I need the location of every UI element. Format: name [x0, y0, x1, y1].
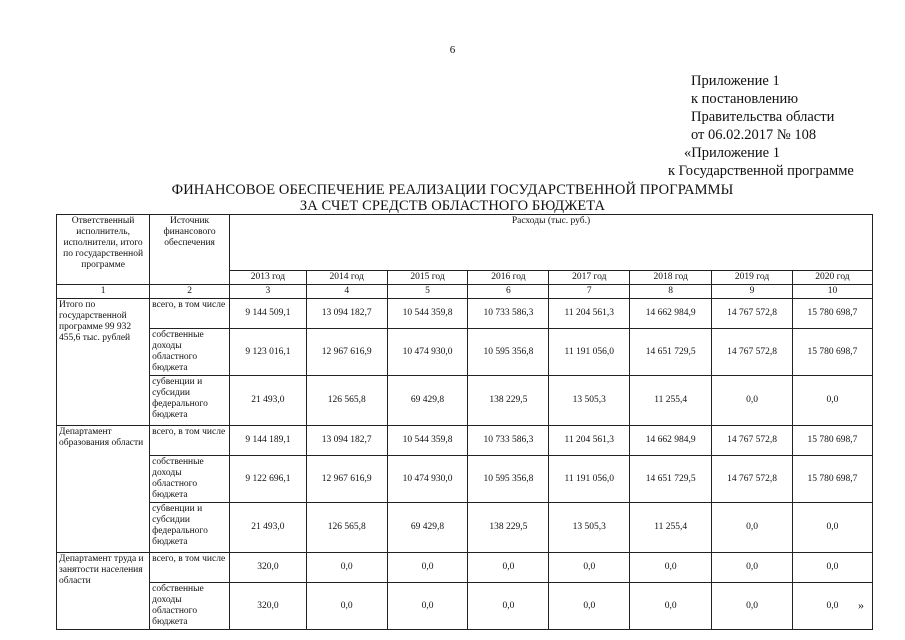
value-cell: 15 780 698,7	[792, 299, 872, 329]
appendix-line: Приложение 1	[691, 73, 780, 89]
value-cell: 10 474 930,0	[387, 329, 468, 376]
value-cell: 69 429,8	[387, 376, 468, 426]
value-cell: 320,0	[230, 553, 307, 583]
value-cell: 0,0	[712, 376, 793, 426]
value-cell: 11 191 056,0	[549, 456, 630, 503]
column-number: 8	[630, 285, 712, 299]
value-cell: 13 505,3	[549, 376, 630, 426]
value-cell: 10 595 356,8	[468, 329, 549, 376]
value-cell: 0,0	[549, 553, 630, 583]
value-cell: 0,0	[792, 583, 872, 630]
value-cell: 10 595 356,8	[468, 456, 549, 503]
year-header: 2017 год	[549, 271, 630, 285]
page-title	[0, 182, 905, 214]
value-cell: 13 094 182,7	[306, 299, 387, 329]
year-header: 2015 год	[387, 271, 468, 285]
value-cell: 14 662 984,9	[630, 426, 712, 456]
column-number: 3	[230, 285, 307, 299]
executor-cell: Итого по государственной программе 99 932 455,6 тыс. рублей	[57, 299, 150, 426]
value-cell: 0,0	[712, 503, 793, 553]
column-number: 9	[712, 285, 793, 299]
source-cell: всего, в том числе	[150, 426, 230, 456]
value-cell: 0,0	[549, 583, 630, 630]
value-cell: 14 767 572,8	[712, 426, 793, 456]
appendix-line: от 06.02.2017 № 108	[691, 127, 817, 143]
appendix-line: «Приложение 1	[684, 145, 780, 161]
source-cell: собственные доходы областного бюджета	[150, 583, 230, 630]
value-cell: 10 544 359,8	[387, 426, 468, 456]
value-cell: 0,0	[712, 553, 793, 583]
appendix-line: к Государственной программе	[668, 163, 854, 179]
table-row	[57, 329, 873, 376]
appendix-line: Правительства области	[691, 109, 835, 125]
value-cell: 10 544 359,8	[387, 299, 468, 329]
value-cell: 11 255,4	[630, 503, 712, 553]
table-row	[57, 503, 873, 553]
year-header: 2019 год	[712, 271, 793, 285]
value-cell: 126 565,8	[306, 376, 387, 426]
value-cell: 0,0	[792, 503, 872, 553]
source-cell: субвенции и субсидии федерального бюджета	[150, 376, 230, 426]
source-cell: всего, в том числе	[150, 553, 230, 583]
source-cell: всего, в том числе	[150, 299, 230, 329]
header-executor: Ответственный исполнитель, исполнители, итого по государственной программе	[57, 215, 150, 285]
value-cell: 13 505,3	[549, 503, 630, 553]
value-cell: 0,0	[306, 553, 387, 583]
table-row	[57, 376, 873, 426]
value-cell: 11 204 561,3	[549, 426, 630, 456]
column-number: 6	[468, 285, 549, 299]
value-cell: 13 094 182,7	[306, 426, 387, 456]
value-cell: 10 474 930,0	[387, 456, 468, 503]
value-cell: 320,0	[230, 583, 307, 630]
value-cell: 126 565,8	[306, 503, 387, 553]
year-header: 2016 год	[468, 271, 549, 285]
value-cell: 11 191 056,0	[549, 329, 630, 376]
executor-cell: Департамент труда и занятости населения области	[57, 553, 150, 630]
value-cell: 14 662 984,9	[630, 299, 712, 329]
value-cell: 0,0	[630, 553, 712, 583]
table-row	[57, 553, 873, 583]
value-cell: 15 780 698,7	[792, 426, 872, 456]
value-cell: 0,0	[468, 553, 549, 583]
appendix-line: к постановлению	[691, 91, 799, 107]
source-cell: собственные доходы областного бюджета	[150, 329, 230, 376]
value-cell: 11 204 561,3	[549, 299, 630, 329]
title-line-2: ЗА СЧЕТ СРЕДСТВ ОБЛАСТНОГО БЮДЖЕТА	[299, 198, 606, 214]
column-number: 10	[792, 285, 872, 299]
value-cell: 0,0	[306, 583, 387, 630]
value-cell: 14 767 572,8	[712, 299, 793, 329]
value-cell: 15 780 698,7	[792, 456, 872, 503]
source-cell: собственные доходы областного бюджета	[150, 456, 230, 503]
executor-cell: Департамент образования области	[57, 426, 150, 553]
value-cell: 14 767 572,8	[712, 329, 793, 376]
value-cell: 0,0	[792, 376, 872, 426]
column-number: 5	[387, 285, 468, 299]
value-cell: 9 144 509,1	[230, 299, 307, 329]
header-expenses: Расходы (тыс. руб.)	[230, 215, 873, 271]
table-row	[57, 426, 873, 456]
value-cell: 9 144 189,1	[230, 426, 307, 456]
value-cell: 21 493,0	[230, 376, 307, 426]
value-cell: 10 733 586,3	[468, 426, 549, 456]
source-cell: субвенции и субсидии федерального бюджета	[150, 503, 230, 553]
title-line-1: ФИНАНСОВОЕ ОБЕСПЕЧЕНИЕ РЕАЛИЗАЦИИ ГОСУДАРСТВЕННОЙ ПРОГРАММЫ	[171, 182, 734, 198]
value-cell: 14 651 729,5	[630, 456, 712, 503]
year-header: 2014 год	[306, 271, 387, 285]
value-cell: 12 967 616,9	[306, 329, 387, 376]
value-cell: 0,0	[792, 553, 872, 583]
value-cell: 9 122 696,1	[230, 456, 307, 503]
column-number: 4	[306, 285, 387, 299]
value-cell: 14 767 572,8	[712, 456, 793, 503]
column-number: 2	[150, 285, 230, 299]
header-source: Источник финансового обеспечения	[150, 215, 230, 285]
value-cell: 11 255,4	[630, 376, 712, 426]
value-cell: 10 733 586,3	[468, 299, 549, 329]
value-cell: 0,0	[387, 553, 468, 583]
value-cell: 9 123 016,1	[230, 329, 307, 376]
year-header: 2018 год	[630, 271, 712, 285]
value-cell: 0,0	[630, 583, 712, 630]
table-row	[57, 583, 873, 630]
value-cell: 0,0	[712, 583, 793, 630]
value-cell: 15 780 698,7	[792, 329, 872, 376]
column-number: 7	[549, 285, 630, 299]
table-row	[57, 456, 873, 503]
finance-table	[56, 214, 873, 630]
column-number: 1	[57, 285, 150, 299]
value-cell: 0,0	[468, 583, 549, 630]
value-cell: 14 651 729,5	[630, 329, 712, 376]
year-header: 2020 год	[792, 271, 872, 285]
value-cell: 138 229,5	[468, 376, 549, 426]
table-row	[57, 299, 873, 329]
value-cell: 138 229,5	[468, 503, 549, 553]
value-cell: 21 493,0	[230, 503, 307, 553]
value-cell: 69 429,8	[387, 503, 468, 553]
closing-quote: »	[858, 598, 864, 612]
value-cell: 12 967 616,9	[306, 456, 387, 503]
page-number: 6	[449, 44, 456, 56]
year-header: 2013 год	[230, 271, 307, 285]
value-cell: 0,0	[387, 583, 468, 630]
